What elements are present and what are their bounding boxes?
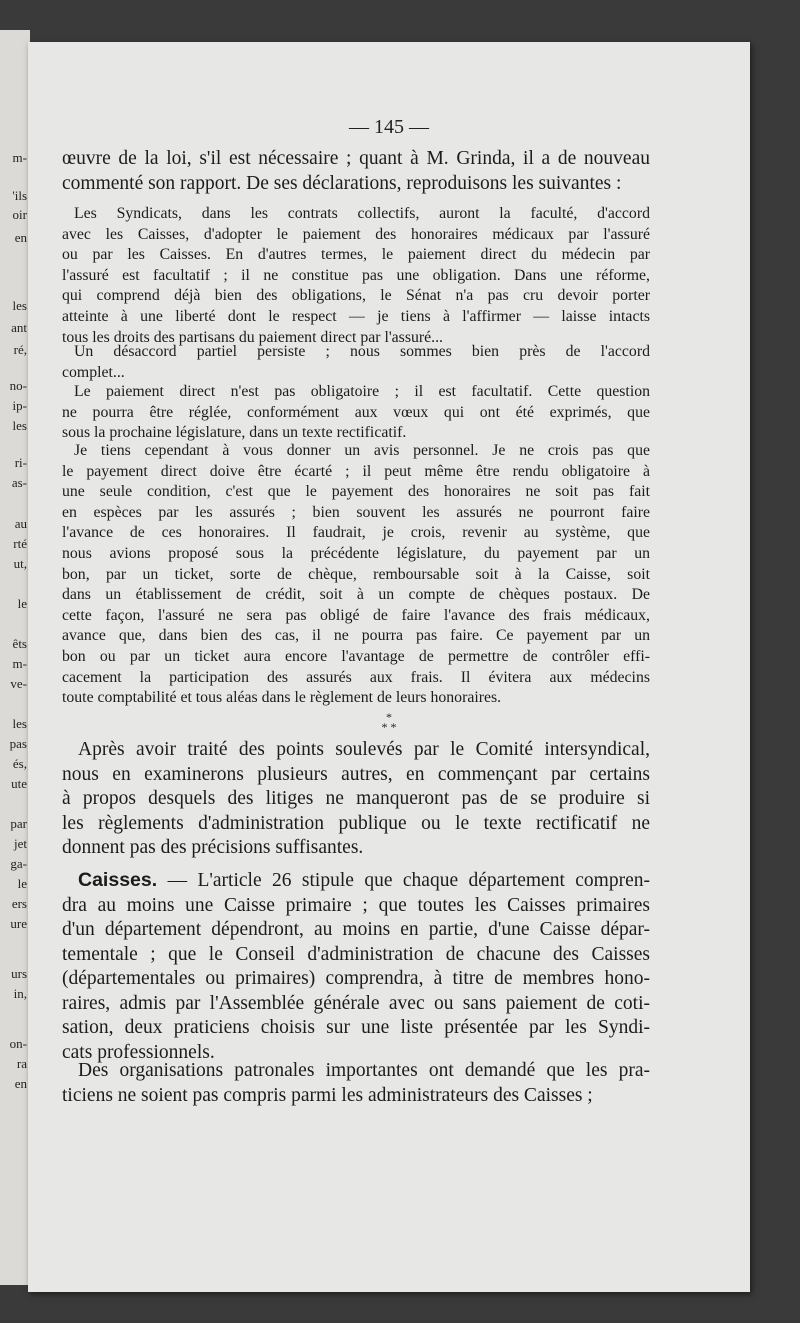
prev-page-fragment: 'ils [12, 188, 27, 203]
text-line: Des organisations patronales importantes ont demandé que les pra- [78, 1060, 650, 1081]
text-line: Un désaccord partiel persiste ; nous sommes bien près de l'accord [74, 343, 650, 360]
prev-page-fragment: jet [14, 836, 27, 851]
text-line: tous les droits des partisans du paiement direct par l'assuré... [62, 328, 443, 346]
text-line: Les Syndicats, dans les contrats collectifs, auront la faculté, d'accord [74, 205, 650, 222]
text-run: — L'article 26 stipule que chaque département compren- [157, 870, 650, 891]
quote-paragraph-3 [62, 382, 650, 444]
text-line: atteinte à une liberté dont le respect — je tiens à l'affirmer — laisse intacts [62, 307, 650, 325]
text-line: nous en examinerons plusieurs autres, en commençant par certains [62, 763, 650, 785]
prev-page-fragment: les [12, 418, 27, 433]
last-paragraph [62, 1059, 650, 1108]
previous-page-edge [0, 30, 30, 1285]
prev-page-fragment: m- [12, 150, 27, 165]
text-line: cette façon, l'assuré ne sera pas obligé de faire l'avance des frais médicaux, [62, 606, 650, 624]
prev-page-fragment: pas [9, 736, 27, 751]
text-line: bon, par un ticket, sorte de chèque, remboursable soit à la Caisse, soit [62, 565, 650, 583]
prev-page-fragment: ri- [14, 455, 27, 470]
prev-page-fragment: no- [9, 378, 27, 393]
text-line: Le paiement direct n'est pas obligatoire ; il est facultatif. Cette question [74, 383, 650, 400]
text-line: nous avions proposé sous la précédente législature, du payement par un [62, 544, 650, 562]
book-page [28, 42, 750, 1292]
prev-page-fragment: au [14, 516, 27, 531]
text-line: Je tiens cependant à vous donner un avis personnel. Je ne crois pas que [74, 442, 650, 459]
section-separator [28, 712, 750, 732]
page-number: — 145 — [349, 116, 429, 138]
text-line [62, 868, 650, 894]
text-line: œuvre de la loi, s'il est nécessaire ; quant à M. Grinda, il a de nouveau [62, 148, 650, 169]
prev-page-fragment: urs [11, 966, 27, 981]
prev-page-fragment: par [10, 816, 27, 831]
prev-page-fragment: ga- [10, 856, 27, 871]
section-heading: Caisses. [78, 869, 158, 891]
text-line: une seule condition, c'est que le payement des honoraires ne soit pas fait [62, 483, 650, 501]
caisses-paragraph [62, 868, 650, 1065]
separator-star-bottom: * * [381, 720, 397, 734]
separator-star-top: * [386, 710, 392, 724]
prev-page-fragment: on- [9, 1036, 27, 1051]
text-line: complet... [62, 363, 125, 381]
text-line: commenté son rapport. De ses déclarations, reproduisons les suivantes : [62, 172, 622, 194]
prev-page-fragment: ant [11, 320, 27, 335]
prev-page-fragment: és, [12, 756, 27, 771]
text-line: bon ou par un ticket aura encore l'avantage de permettre de contrôler effi- [62, 647, 650, 665]
prev-page-fragment: en [14, 230, 27, 245]
prev-page-fragment: les [12, 716, 27, 731]
text-line: avec les Caisses, d'adopter le paiement des honoraires médicaux par l'assuré [62, 225, 650, 243]
prev-page-fragment: in, [13, 986, 27, 1001]
prev-page-fragment: ré, [13, 342, 27, 357]
prev-page-fragment: ip- [12, 398, 27, 413]
prev-page-fragment: les [12, 298, 27, 313]
quote-paragraph-4 [62, 441, 650, 709]
text-line: tementale ; que le Conseil d'administration de chacune des Caisses [62, 943, 650, 965]
prev-page-fragment: as- [11, 475, 27, 490]
text-line: les règlements d'administration publique ou le texte rectificatif ne [62, 812, 650, 834]
text-line: ou par les Caisses. En d'autres termes, le paiement direct du médecin par [62, 246, 650, 264]
text-line: le payement direct doive être écarté ; il peut même être rendu obligatoire à [62, 462, 650, 480]
text-line: en espèces par les assurés ; bien souvent les assurés ne pourront faire [62, 503, 650, 521]
prev-page-fragment: êts [12, 636, 27, 651]
text-line: à propos desquels des litiges ne manqueront pas de se produire si [62, 788, 650, 809]
text-line: Après avoir traité des points soulevés par le Comité intersyndical, [78, 739, 650, 760]
text-line: sation, deux praticiens choisis sur une liste présentée par les Syndi- [62, 1017, 650, 1038]
prev-page-fragment: m- [12, 656, 27, 671]
text-line: dra au moins une Caisse primaire ; que toutes les Caisses primaires [62, 894, 650, 916]
quote-paragraph-2 [62, 342, 650, 383]
prev-page-fragment: ra [16, 1056, 27, 1071]
body-paragraph-after [62, 738, 650, 861]
text-line: l'avance de ces honoraires. Il faudrait, je crois, revenir au système, que [62, 524, 650, 542]
prev-page-fragment: ure [10, 916, 27, 931]
prev-page-fragment: en [14, 1076, 27, 1091]
text-line: l'assuré est facultatif ; il ne constitue pas une obligation. Dans une réforme, [62, 266, 650, 284]
text-line: avance que, dans bien des cas, il ne pourra pas faire. Ce payement par un [62, 627, 650, 645]
prev-page-fragment: ut, [13, 556, 27, 571]
text-line: qui comprend déjà bien des obligations, le Sénat n'a pas cru devoir porter [62, 287, 650, 305]
text-line: cacement la participation des assurés aux frais. Il évitera aux médecins [62, 668, 650, 686]
text-line: d'un département dépendront, au moins en partie, d'une Caisse dépar- [62, 919, 650, 940]
intro-paragraph [62, 147, 650, 196]
prev-page-fragment: ers [11, 896, 27, 911]
text-line: ne pourra être réglée, conformément aux vœux qui ont été exprimés, que [62, 403, 650, 421]
text-line: dans un établissement de crédit, soit à un compte de chèques postaux. De [62, 586, 650, 604]
text-line: toute comptabilité et tous aléas dans le règlement de leurs honoraires. [62, 689, 502, 707]
text-line: cats professionnels. [62, 1041, 215, 1063]
prev-page-fragment: oir [12, 207, 27, 222]
prev-page-fragment: ve- [10, 676, 27, 691]
prev-page-fragment: rté [13, 536, 27, 551]
text-line: donnent pas des précisions suffisantes. [62, 837, 364, 858]
prev-page-fragment: ute [11, 776, 27, 791]
text-line: (départementales ou primaires) comprendra, à titre de membres hono- [62, 968, 650, 989]
quote-paragraph-1 [62, 204, 650, 348]
text-line: raires, admis par l'Assemblée générale avec ou sans paiement de coti- [62, 992, 650, 1014]
prev-page-fragment: le [17, 876, 27, 891]
prev-page-fragment: le [17, 596, 27, 611]
text-line: ticiens ne soient pas compris parmi les administrateurs des Caisses ; [62, 1084, 593, 1106]
text-line: sous la prochaine législature, dans un texte rectificatif. [62, 424, 407, 442]
